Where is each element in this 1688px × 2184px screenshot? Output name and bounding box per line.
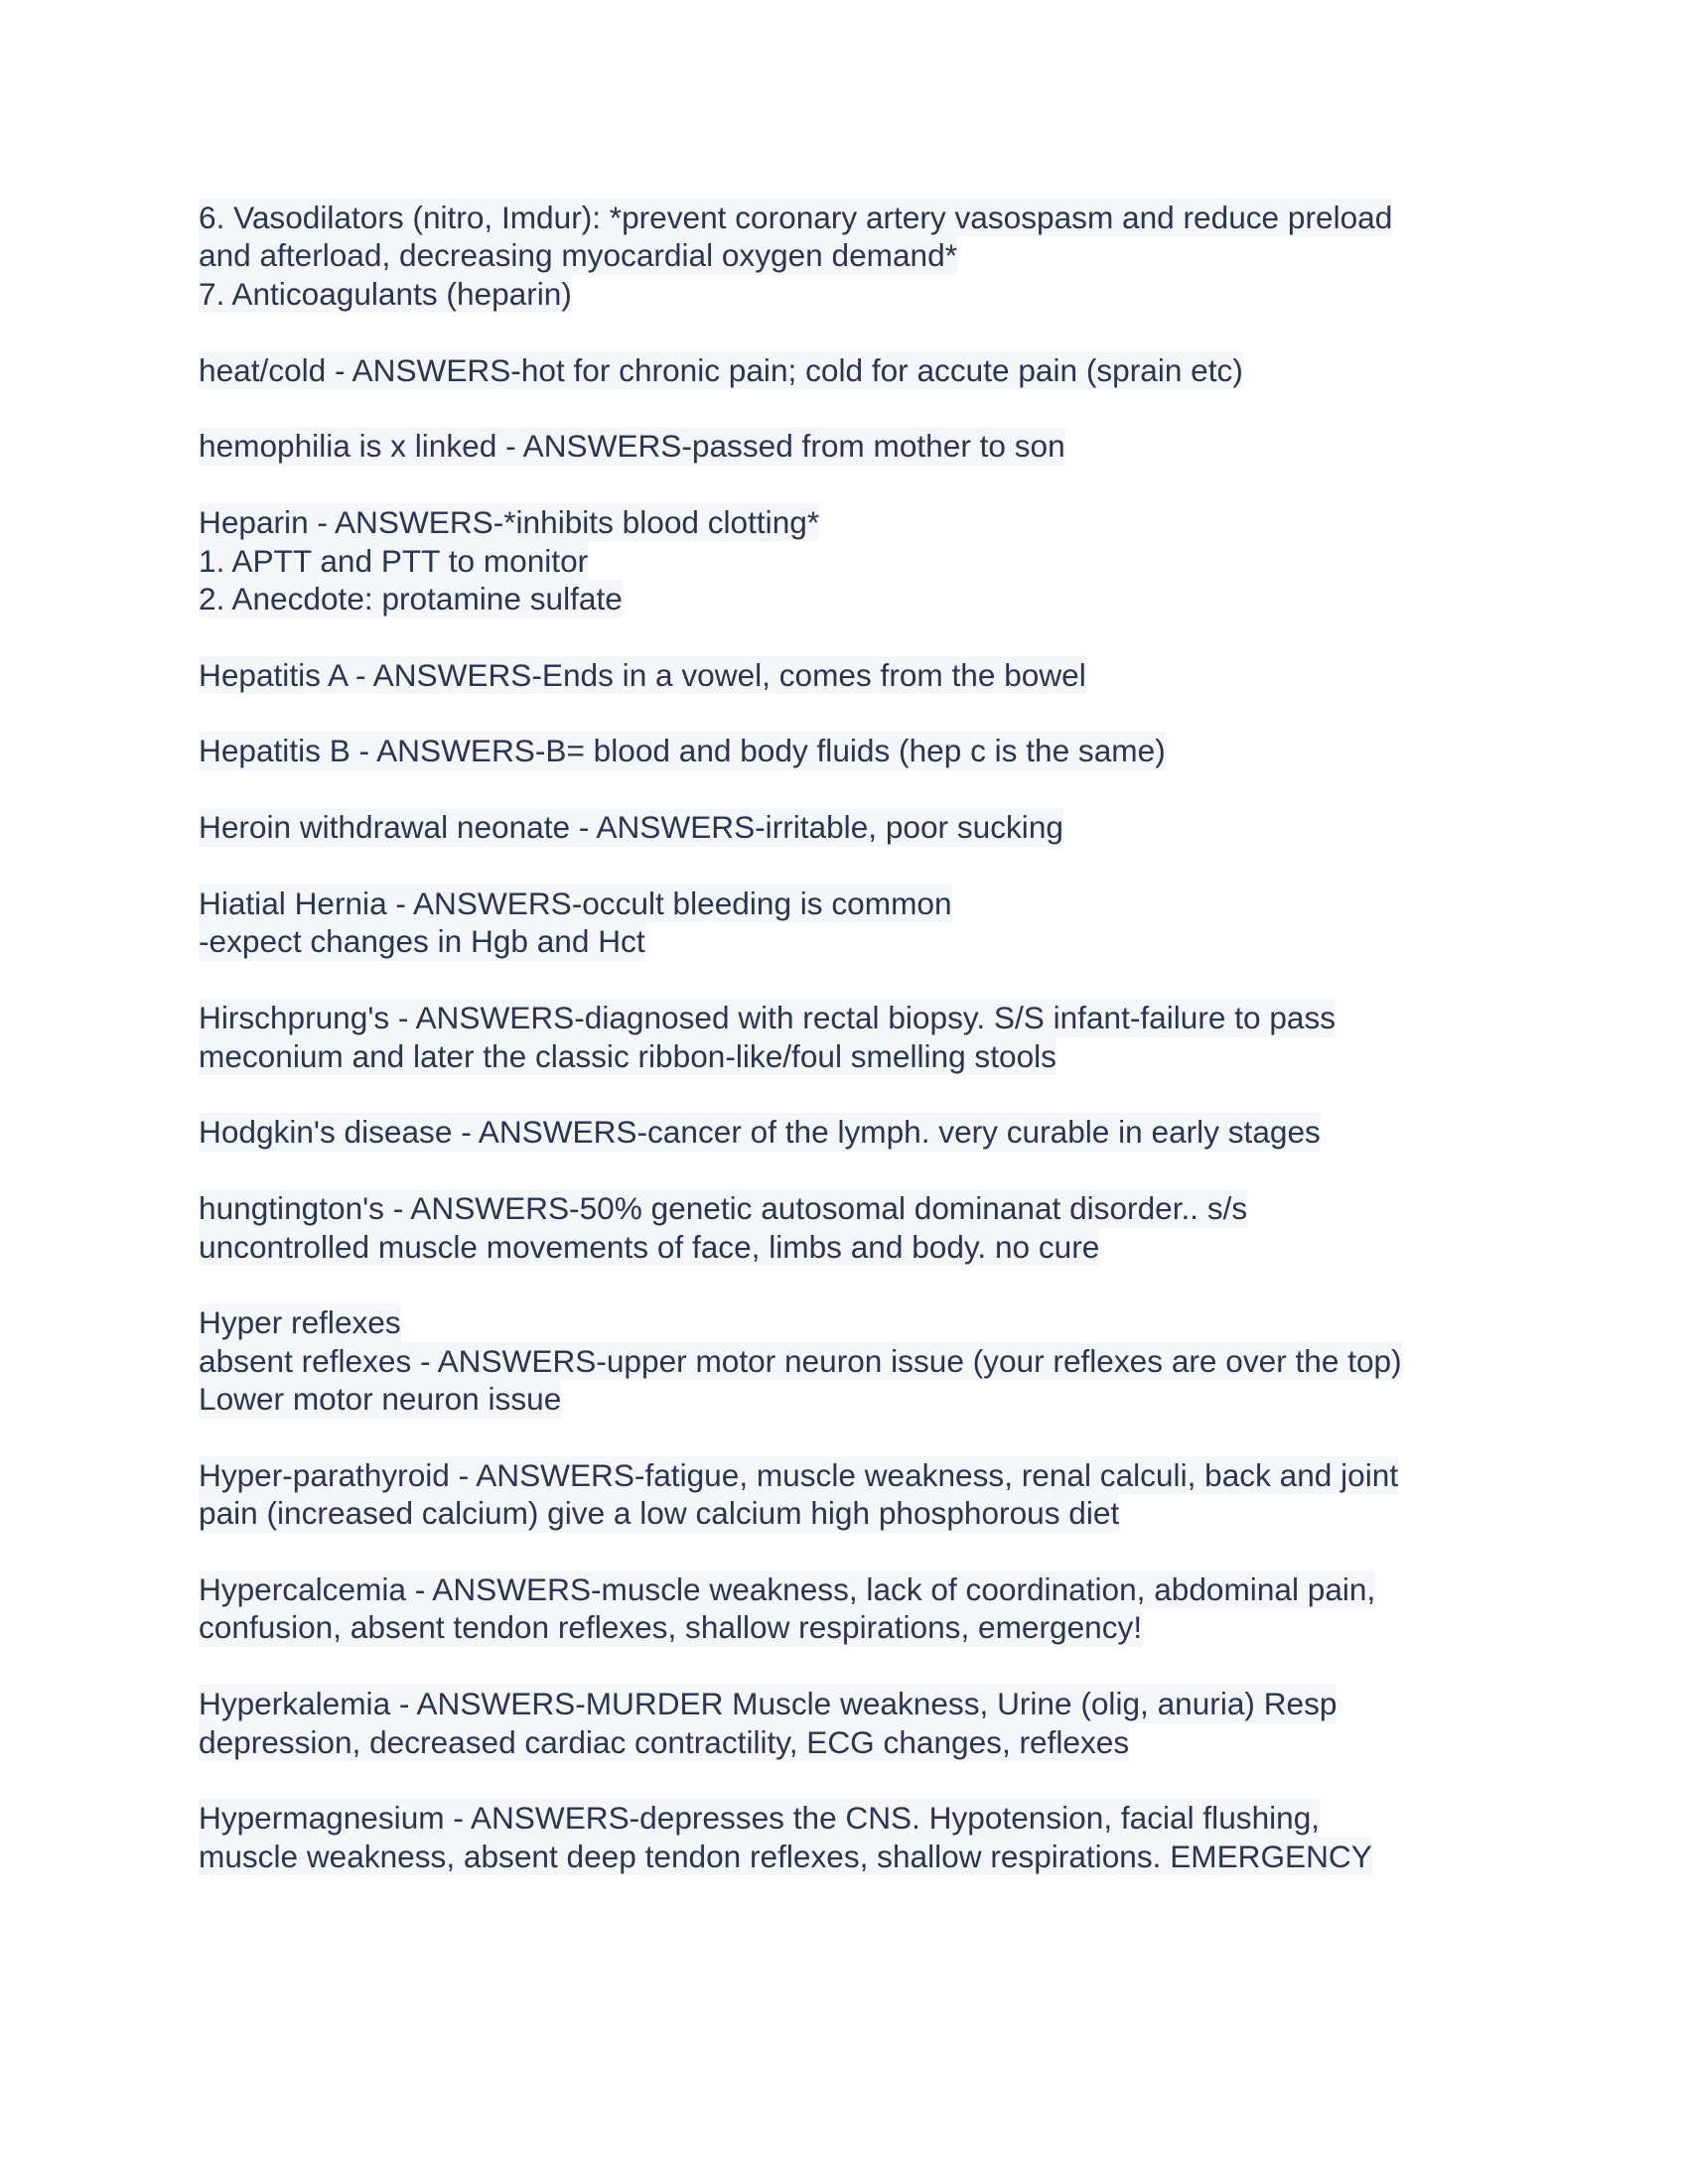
- text-line: depression, decreased cardiac contractility, ECG changes, reflexes: [199, 1723, 1130, 1760]
- paragraph-hyperkalemia: [199, 1685, 1509, 1761]
- text-line: heat/cold - ANSWERS-hot for chronic pain; cold for accute pain (sprain etc): [199, 351, 1243, 388]
- paragraph-hepatitis-a: [199, 656, 1509, 694]
- text-line: hemophilia is x linked - ANSWERS-passed from mother to son: [199, 428, 1065, 465]
- text-line: Hirschprung's - ANSWERS-diagnosed with rectal biopsy. S/S infant-failure to pass: [199, 1000, 1336, 1036]
- paragraph-hypercalcemia: [199, 1570, 1509, 1647]
- text-line: Hyperkalemia - ANSWERS-MURDER Muscle weakness, Urine (olig, anuria) Resp: [199, 1686, 1337, 1722]
- text-line: meconium and later the classic ribbon-like/foul smelling stools: [199, 1037, 1056, 1074]
- text-line: 1. APTT and PTT to monitor: [199, 542, 589, 579]
- paragraph-hypermagnesium: [199, 1799, 1509, 1875]
- paragraph-hirschprungs: [199, 999, 1509, 1075]
- text-line: hungtington's - ANSWERS-50% genetic autosomal dominanat disorder.. s/s: [199, 1190, 1248, 1227]
- text-line: and afterload, decreasing myocardial oxygen demand*: [199, 237, 957, 274]
- text-line: Hepatitis B - ANSWERS-B= blood and body fluids (hep c is the same): [199, 733, 1166, 769]
- paragraph-hyper-reflexes: [199, 1303, 1509, 1418]
- paragraph-vasodilators-anticoagulants: [199, 199, 1509, 313]
- paragraph-hepatitis-b: [199, 732, 1509, 769]
- text-line: 6. Vasodilators (nitro, Imdur): *prevent coronary artery vasospasm and reduce preload: [199, 200, 1393, 235]
- text-line: Hodgkin's disease - ANSWERS-cancer of the lymph. very curable in early stages: [199, 1114, 1321, 1151]
- text-line: Heroin withdrawal neonate - ANSWERS-irritable, poor sucking: [199, 809, 1063, 846]
- document-page: [199, 199, 1509, 1914]
- text-line: confusion, absent tendon reflexes, shallow respirations, emergency!: [199, 1609, 1143, 1646]
- paragraph-huntingtons: [199, 1189, 1509, 1266]
- text-line: Hyper-parathyroid - ANSWERS-fatigue, muscle weakness, renal calculi, back and joint: [199, 1456, 1399, 1493]
- paragraph-hyper-parathyroid: [199, 1456, 1509, 1533]
- text-line: Hiatial Hernia - ANSWERS-occult bleeding is common: [199, 886, 952, 922]
- text-line: Heparin - ANSWERS-*inhibits blood clotting*: [199, 504, 820, 541]
- text-line: absent reflexes - ANSWERS-upper motor neuron issue (your reflexes are over the top): [199, 1342, 1402, 1379]
- text-line: muscle weakness, absent deep tendon reflexes, shallow respirations. EMERGENCY: [199, 1838, 1372, 1874]
- paragraph-hodgkins: [199, 1113, 1509, 1151]
- paragraph-hiatial-hernia: [199, 885, 1509, 961]
- text-line: uncontrolled muscle movements of face, limbs and body. no cure: [199, 1228, 1100, 1265]
- paragraph-heparin: [199, 503, 1509, 617]
- text-line: Hyper reflexes: [199, 1304, 401, 1341]
- text-line: pain (increased calcium) give a low calcium high phosphorous diet: [199, 1495, 1120, 1532]
- text-line: 7. Anticoagulants (heparin): [199, 275, 572, 312]
- paragraph-heroin-withdrawal: [199, 808, 1509, 846]
- text-line: Lower motor neuron issue: [199, 1381, 562, 1418]
- paragraph-heat-cold: [199, 351, 1509, 389]
- text-line: Hypercalcemia - ANSWERS-muscle weakness, lack of coordination, abdominal pain,: [199, 1571, 1376, 1608]
- text-line: Hepatitis A - ANSWERS-Ends in a vowel, comes from the bowel: [199, 656, 1086, 693]
- paragraph-hemophilia: [199, 427, 1509, 465]
- text-line: Hypermagnesium - ANSWERS-depresses the CNS. Hypotension, facial flushing,: [199, 1800, 1321, 1837]
- text-line: -expect changes in Hgb and Hct: [199, 923, 645, 960]
- text-line: 2. Anecdote: protamine sulfate: [199, 580, 623, 616]
